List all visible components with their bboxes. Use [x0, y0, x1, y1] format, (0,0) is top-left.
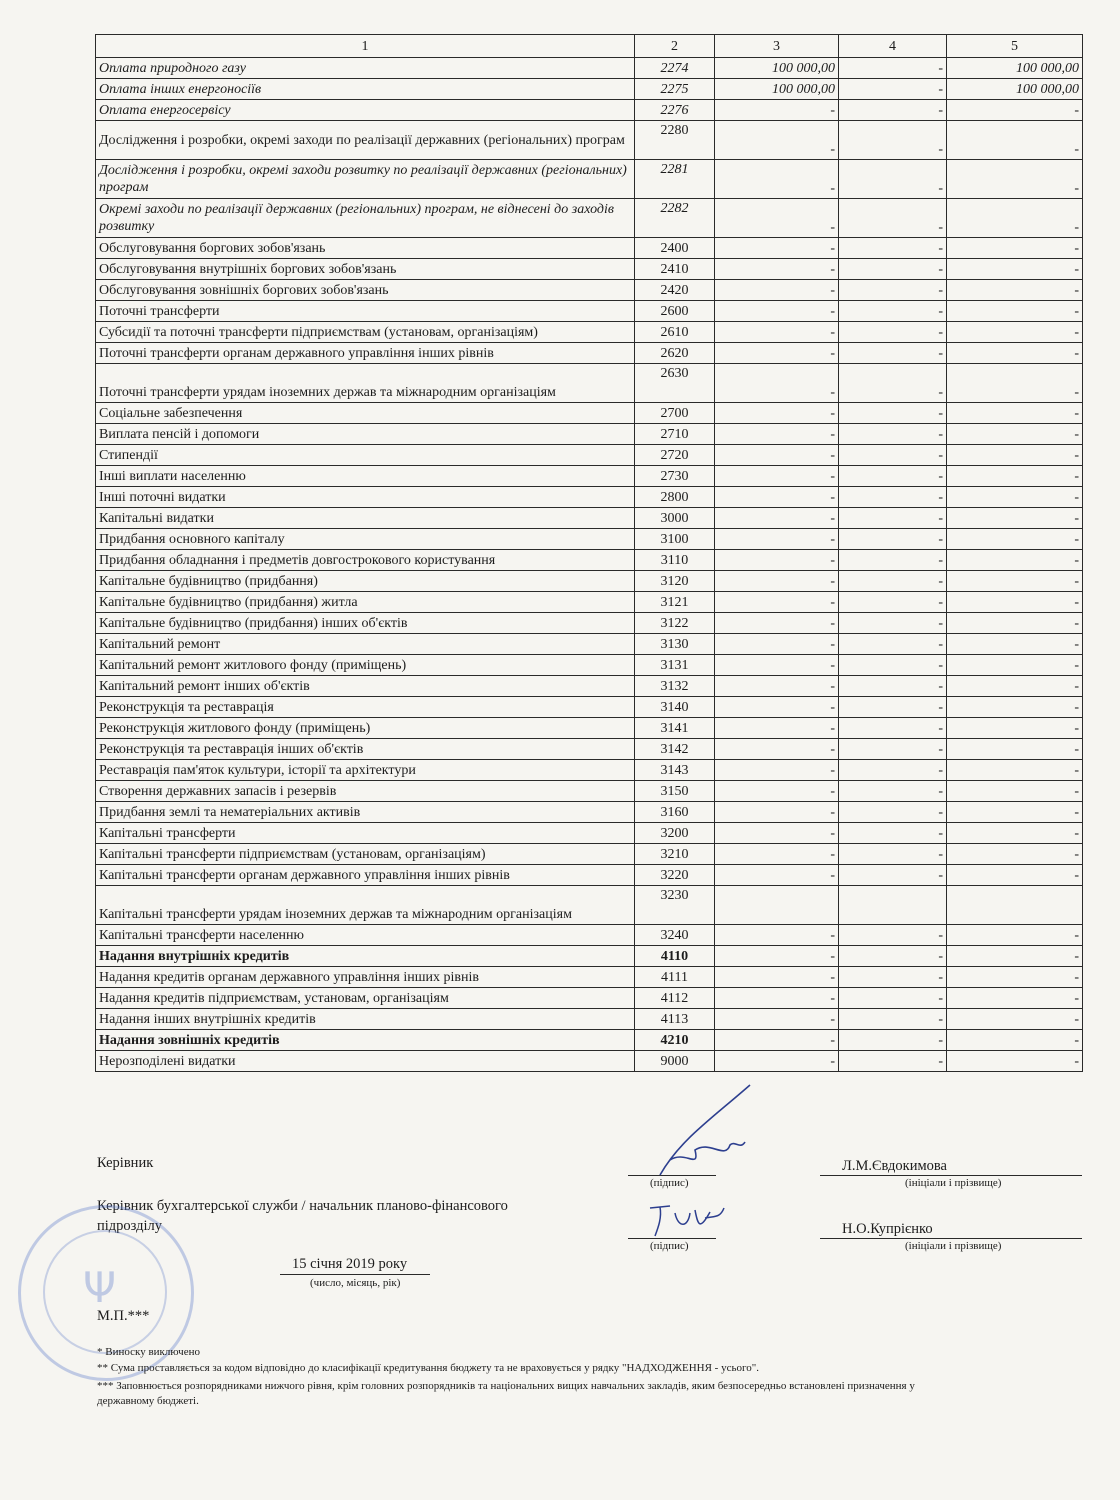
row-value-col4: - [839, 781, 947, 802]
row-value-col4: - [839, 58, 947, 79]
row-value-col3: - [715, 301, 839, 322]
row-value-col3: - [715, 100, 839, 121]
row-value-col3: - [715, 697, 839, 718]
row-value-col3: - [715, 1009, 839, 1030]
row-value-col3: - [715, 613, 839, 634]
row-value-col4: - [839, 100, 947, 121]
row-name: Капітальні видатки [96, 508, 635, 529]
row-name: Виплата пенсій і допомоги [96, 424, 635, 445]
row-value-col4: - [839, 445, 947, 466]
row-value-col3: - [715, 634, 839, 655]
header-col-3: 3 [715, 35, 839, 58]
table-row [96, 160, 1083, 199]
row-value-col5: - [947, 364, 1083, 403]
row-value-col5: - [947, 802, 1083, 823]
row-value-col5: - [947, 424, 1083, 445]
table-row [96, 967, 1083, 988]
table-row [96, 550, 1083, 571]
row-value-col4: - [839, 571, 947, 592]
row-value-col5: - [947, 988, 1083, 1009]
row-name: Капітальні трансферти урядам іноземних держав та міжнародним організаціям [96, 886, 635, 925]
row-value-col3: - [715, 508, 839, 529]
row-code: 2620 [635, 343, 715, 364]
row-value-col5: 100 000,00 [947, 58, 1083, 79]
table-row [96, 676, 1083, 697]
row-name: Придбання землі та нематеріальних активів [96, 802, 635, 823]
row-code: 2420 [635, 280, 715, 301]
row-value-col3: - [715, 1030, 839, 1051]
row-value-col5: - [947, 697, 1083, 718]
row-value-col3: - [715, 925, 839, 946]
row-value-col4: - [839, 865, 947, 886]
row-value-col3: - [715, 529, 839, 550]
row-value-col5: - [947, 865, 1083, 886]
header-col-4: 4 [839, 35, 947, 58]
row-code: 2800 [635, 487, 715, 508]
table-row [96, 508, 1083, 529]
footnote-3: *** Заповнюється розпорядниками нижчого рівня, крім головних розпорядників та національних вищих навчальних закладів, яким безпосередньо встановлені призначення у [97, 1380, 915, 1392]
row-value-col5: - [947, 613, 1083, 634]
row-value-col3: - [715, 865, 839, 886]
row-value-col3: 100 000,00 [715, 79, 839, 100]
row-value-col5: - [947, 343, 1083, 364]
table-row [96, 403, 1083, 424]
row-name: Реконструкція житлового фонду (приміщень) [96, 718, 635, 739]
row-value-col4: - [839, 403, 947, 424]
table-row [96, 1051, 1083, 1072]
row-value-col4: - [839, 424, 947, 445]
row-value-col4: - [839, 79, 947, 100]
seal-label: М.П.*** [97, 1308, 150, 1324]
row-value-col5: - [947, 781, 1083, 802]
row-value-col3: - [715, 739, 839, 760]
row-value-col5: - [947, 676, 1083, 697]
row-value-col3: - [715, 364, 839, 403]
row-value-col3: - [715, 823, 839, 844]
row-code: 2730 [635, 466, 715, 487]
table-row [96, 739, 1083, 760]
row-value-col3: - [715, 445, 839, 466]
row-value-col5: - [947, 946, 1083, 967]
row-value-col4: - [839, 697, 947, 718]
row-code: 3143 [635, 760, 715, 781]
row-value-col5: - [947, 1051, 1083, 1072]
row-code: 2610 [635, 322, 715, 343]
row-value-col3: - [715, 571, 839, 592]
row-code: 2275 [635, 79, 715, 100]
table-row [96, 1009, 1083, 1030]
row-name: Капітальні трансферти органам державного управління інших рівнів [96, 865, 635, 886]
row-code: 2282 [635, 199, 715, 238]
row-code: 3100 [635, 529, 715, 550]
row-code: 4111 [635, 967, 715, 988]
row-name: Реконструкція та реставрація [96, 697, 635, 718]
row-value-col5: - [947, 508, 1083, 529]
table-row [96, 760, 1083, 781]
row-value-col4 [839, 886, 947, 925]
row-value-col5: - [947, 529, 1083, 550]
row-value-col3: - [715, 403, 839, 424]
trident-icon: Ψ [83, 1263, 117, 1312]
row-value-col4: - [839, 967, 947, 988]
accountant-label-line1: Керівник бухгалтерської служби / начальник планово-фінансового [97, 1198, 508, 1214]
row-value-col3: - [715, 121, 839, 160]
row-value-col4: - [839, 823, 947, 844]
row-code: 3210 [635, 844, 715, 865]
row-value-col3: - [715, 466, 839, 487]
row-name: Капітальні трансферти підприємствам (установам, організаціям) [96, 844, 635, 865]
row-value-col4: - [839, 676, 947, 697]
table-row [96, 886, 1083, 925]
row-value-col5: - [947, 301, 1083, 322]
accountant-name: Н.О.Купрієнко [842, 1221, 933, 1237]
row-name: Стипендії [96, 445, 635, 466]
row-value-col5: - [947, 925, 1083, 946]
row-value-col3: - [715, 781, 839, 802]
row-name: Капітальні трансферти [96, 823, 635, 844]
row-name: Оплата інших енергоносіїв [96, 79, 635, 100]
row-name: Інші виплати населенню [96, 466, 635, 487]
header-col-5: 5 [947, 35, 1083, 58]
row-code: 3200 [635, 823, 715, 844]
row-value-col5: - [947, 403, 1083, 424]
row-value-col5: - [947, 592, 1083, 613]
row-value-col4: - [839, 1051, 947, 1072]
row-name: Субсидії та поточні трансферти підприємствам (установам, організаціям) [96, 322, 635, 343]
row-name: Створення державних запасів і резервів [96, 781, 635, 802]
row-value-col5: - [947, 199, 1083, 238]
head-initials-caption: (ініціали і прізвище) [905, 1177, 1002, 1189]
table-row [96, 199, 1083, 238]
row-code: 3122 [635, 613, 715, 634]
row-name: Капітальний ремонт житлового фонду (приміщень) [96, 655, 635, 676]
row-name: Надання інших внутрішніх кредитів [96, 1009, 635, 1030]
row-name: Інші поточні видатки [96, 487, 635, 508]
accountant-initials-caption: (ініціали і прізвище) [905, 1240, 1002, 1252]
row-name: Поточні трансферти урядам іноземних держав та міжнародним організаціям [96, 364, 635, 403]
row-value-col4: - [839, 364, 947, 403]
row-value-col4: - [839, 946, 947, 967]
row-value-col4: - [839, 322, 947, 343]
row-value-col3: - [715, 988, 839, 1009]
row-code: 3110 [635, 550, 715, 571]
row-value-col5: - [947, 1009, 1083, 1030]
row-code: 3141 [635, 718, 715, 739]
row-value-col5: - [947, 121, 1083, 160]
row-value-col5: - [947, 655, 1083, 676]
row-code: 3150 [635, 781, 715, 802]
header-col-2: 2 [635, 35, 715, 58]
row-value-col4: - [839, 634, 947, 655]
row-value-col5: - [947, 100, 1083, 121]
row-value-col4: - [839, 259, 947, 280]
row-value-col5: - [947, 160, 1083, 199]
table-row [96, 79, 1083, 100]
table-row [96, 487, 1083, 508]
row-value-col5: - [947, 634, 1083, 655]
accountant-name-line [820, 1238, 1082, 1239]
row-code: 3240 [635, 925, 715, 946]
table-row [96, 592, 1083, 613]
row-code: 3160 [635, 802, 715, 823]
table-row [96, 100, 1083, 121]
head-signature [640, 1080, 770, 1190]
row-value-col4: - [839, 655, 947, 676]
row-name: Надання кредитів органам державного управління інших рівнів [96, 967, 635, 988]
row-code: 2280 [635, 121, 715, 160]
row-value-col5: - [947, 844, 1083, 865]
expenditure-table [95, 34, 1083, 1072]
row-value-col3 [715, 886, 839, 925]
row-value-col3: - [715, 280, 839, 301]
row-name: Оплата енергосервісу [96, 100, 635, 121]
row-value-col3: - [715, 718, 839, 739]
row-name: Надання внутрішніх кредитів [96, 946, 635, 967]
row-value-col5: - [947, 487, 1083, 508]
table-row [96, 424, 1083, 445]
row-value-col3: - [715, 199, 839, 238]
table-row [96, 364, 1083, 403]
row-name: Надання кредитів підприємствам, установам, організаціям [96, 988, 635, 1009]
row-value-col5: - [947, 322, 1083, 343]
row-value-col3: - [715, 160, 839, 199]
row-value-col3: - [715, 1051, 839, 1072]
row-code: 2700 [635, 403, 715, 424]
row-value-col3: 100 000,00 [715, 58, 839, 79]
row-name: Реставрація пам'яток культури, історії та архітектури [96, 760, 635, 781]
table-row [96, 301, 1083, 322]
row-name: Соціальне забезпечення [96, 403, 635, 424]
row-name: Реконструкція та реставрація інших об'єктів [96, 739, 635, 760]
row-value-col4: - [839, 739, 947, 760]
table-row [96, 571, 1083, 592]
row-code: 3220 [635, 865, 715, 886]
row-name: Обслуговування боргових зобов'язань [96, 238, 635, 259]
row-value-col5: - [947, 550, 1083, 571]
row-value-col5: - [947, 280, 1083, 301]
row-code: 3142 [635, 739, 715, 760]
table-row [96, 655, 1083, 676]
row-name: Придбання основного капіталу [96, 529, 635, 550]
table-row [96, 343, 1083, 364]
table-row [96, 802, 1083, 823]
table-row [96, 781, 1083, 802]
signing-date: 15 січня 2019 року [292, 1256, 408, 1272]
row-name: Капітальне будівництво (придбання) житла [96, 592, 635, 613]
row-name: Окремі заходи по реалізації державних (регіональних) програм, не віднесені до заходів розвитку [96, 199, 635, 238]
row-value-col4: - [839, 1009, 947, 1030]
table-row [96, 613, 1083, 634]
head-label: Керівник [97, 1155, 154, 1171]
row-name: Капітальний ремонт інших об'єктів [96, 676, 635, 697]
row-value-col4: - [839, 592, 947, 613]
row-value-col3: - [715, 238, 839, 259]
table-row [96, 259, 1083, 280]
table-row [96, 238, 1083, 259]
row-value-col3: - [715, 592, 839, 613]
row-code: 2630 [635, 364, 715, 403]
row-value-col5: 100 000,00 [947, 79, 1083, 100]
row-name: Нерозподілені видатки [96, 1051, 635, 1072]
row-value-col4: - [839, 529, 947, 550]
row-value-col4: - [839, 1030, 947, 1051]
row-value-col5: - [947, 739, 1083, 760]
row-name: Капітальне будівництво (придбання) інших об'єктів [96, 613, 635, 634]
row-value-col4: - [839, 160, 947, 199]
row-code: 3000 [635, 508, 715, 529]
row-value-col5: - [947, 1030, 1083, 1051]
row-value-col3: - [715, 487, 839, 508]
row-name: Дослідження і розробки, окремі заходи по реалізації державних (регіональних) програм [96, 121, 635, 160]
row-value-col5: - [947, 571, 1083, 592]
row-name: Обслуговування зовнішніх боргових зобов'язань [96, 280, 635, 301]
row-value-col5: - [947, 718, 1083, 739]
date-caption: (число, місяць, рік) [310, 1277, 401, 1289]
row-code: 9000 [635, 1051, 715, 1072]
row-value-col3: - [715, 424, 839, 445]
row-value-col5: - [947, 466, 1083, 487]
row-code: 2281 [635, 160, 715, 199]
row-value-col4: - [839, 844, 947, 865]
row-name: Капітальне будівництво (придбання) [96, 571, 635, 592]
row-value-col3: - [715, 676, 839, 697]
row-value-col5 [947, 886, 1083, 925]
row-value-col5: - [947, 967, 1083, 988]
row-code: 2400 [635, 238, 715, 259]
row-value-col4: - [839, 238, 947, 259]
table-row [96, 946, 1083, 967]
table-row [96, 988, 1083, 1009]
row-value-col5: - [947, 445, 1083, 466]
table-header-row [96, 35, 1083, 58]
row-value-col3: - [715, 322, 839, 343]
row-code: 3132 [635, 676, 715, 697]
head-signature-caption: (підпис) [650, 1177, 689, 1189]
footnote-1: * Виноску виключено [97, 1346, 200, 1358]
row-code: 4110 [635, 946, 715, 967]
row-value-col4: - [839, 121, 947, 160]
row-name: Капітальний ремонт [96, 634, 635, 655]
row-value-col4: - [839, 301, 947, 322]
row-value-col4: - [839, 718, 947, 739]
table-row [96, 925, 1083, 946]
row-value-col3: - [715, 844, 839, 865]
table-row [96, 466, 1083, 487]
row-name: Дослідження і розробки, окремі заходи розвитку по реалізації державних (регіональних) програм [96, 160, 635, 199]
row-code: 3120 [635, 571, 715, 592]
row-value-col4: - [839, 550, 947, 571]
row-value-col4: - [839, 199, 947, 238]
row-code: 4112 [635, 988, 715, 1009]
date-line [280, 1274, 430, 1275]
table-row [96, 823, 1083, 844]
row-value-col3: - [715, 760, 839, 781]
row-code: 2410 [635, 259, 715, 280]
accountant-label-line2: підрозділу [97, 1218, 163, 1234]
table-row [96, 634, 1083, 655]
row-code: 2274 [635, 58, 715, 79]
row-code: 2276 [635, 100, 715, 121]
row-value-col4: - [839, 487, 947, 508]
header-col-1: 1 [96, 35, 635, 58]
row-value-col5: - [947, 823, 1083, 844]
table-row [96, 865, 1083, 886]
row-code: 4210 [635, 1030, 715, 1051]
head-name: Л.М.Євдокимова [842, 1158, 947, 1174]
row-value-col3: - [715, 550, 839, 571]
row-name: Поточні трансферти органам державного управління інших рівнів [96, 343, 635, 364]
row-value-col4: - [839, 280, 947, 301]
row-name: Придбання обладнання і предметів довгострокового користування [96, 550, 635, 571]
table-row [96, 844, 1083, 865]
row-value-col4: - [839, 760, 947, 781]
row-value-col3: - [715, 655, 839, 676]
table-row [96, 322, 1083, 343]
table-row [96, 697, 1083, 718]
row-value-col3: - [715, 802, 839, 823]
row-value-col4: - [839, 925, 947, 946]
table-row [96, 121, 1083, 160]
table-row [96, 280, 1083, 301]
row-value-col3: - [715, 946, 839, 967]
row-value-col5: - [947, 259, 1083, 280]
row-name: Надання зовнішніх кредитів [96, 1030, 635, 1051]
table-row [96, 529, 1083, 550]
row-value-col3: - [715, 343, 839, 364]
row-code: 3131 [635, 655, 715, 676]
row-code: 3230 [635, 886, 715, 925]
row-code: 2710 [635, 424, 715, 445]
row-value-col5: - [947, 238, 1083, 259]
row-value-col4: - [839, 988, 947, 1009]
table-row [96, 58, 1083, 79]
row-code: 3130 [635, 634, 715, 655]
row-value-col4: - [839, 466, 947, 487]
row-code: 4113 [635, 1009, 715, 1030]
row-value-col4: - [839, 343, 947, 364]
row-value-col4: - [839, 613, 947, 634]
head-name-line [820, 1175, 1082, 1176]
row-value-col4: - [839, 802, 947, 823]
row-value-col4: - [839, 508, 947, 529]
accountant-signature [640, 1198, 730, 1243]
accountant-signature-caption: (підпис) [650, 1240, 689, 1252]
row-code: 3121 [635, 592, 715, 613]
row-name: Капітальні трансферти населенню [96, 925, 635, 946]
table-row [96, 718, 1083, 739]
row-name: Поточні трансферти [96, 301, 635, 322]
row-value-col3: - [715, 967, 839, 988]
footnote-3-cont: державному бюджеті. [97, 1395, 199, 1407]
row-name: Оплата природного газу [96, 58, 635, 79]
row-code: 3140 [635, 697, 715, 718]
table-row [96, 1030, 1083, 1051]
table-row [96, 445, 1083, 466]
row-value-col3: - [715, 259, 839, 280]
row-code: 2720 [635, 445, 715, 466]
row-value-col5: - [947, 760, 1083, 781]
row-name: Обслуговування внутрішніх боргових зобов'язань [96, 259, 635, 280]
footnote-2: ** Сума проставляється за кодом відповідно до класифікації кредитування бюджету та не враховується у рядку "НАДХОДЖЕННЯ - усього". [97, 1362, 759, 1374]
row-code: 2600 [635, 301, 715, 322]
